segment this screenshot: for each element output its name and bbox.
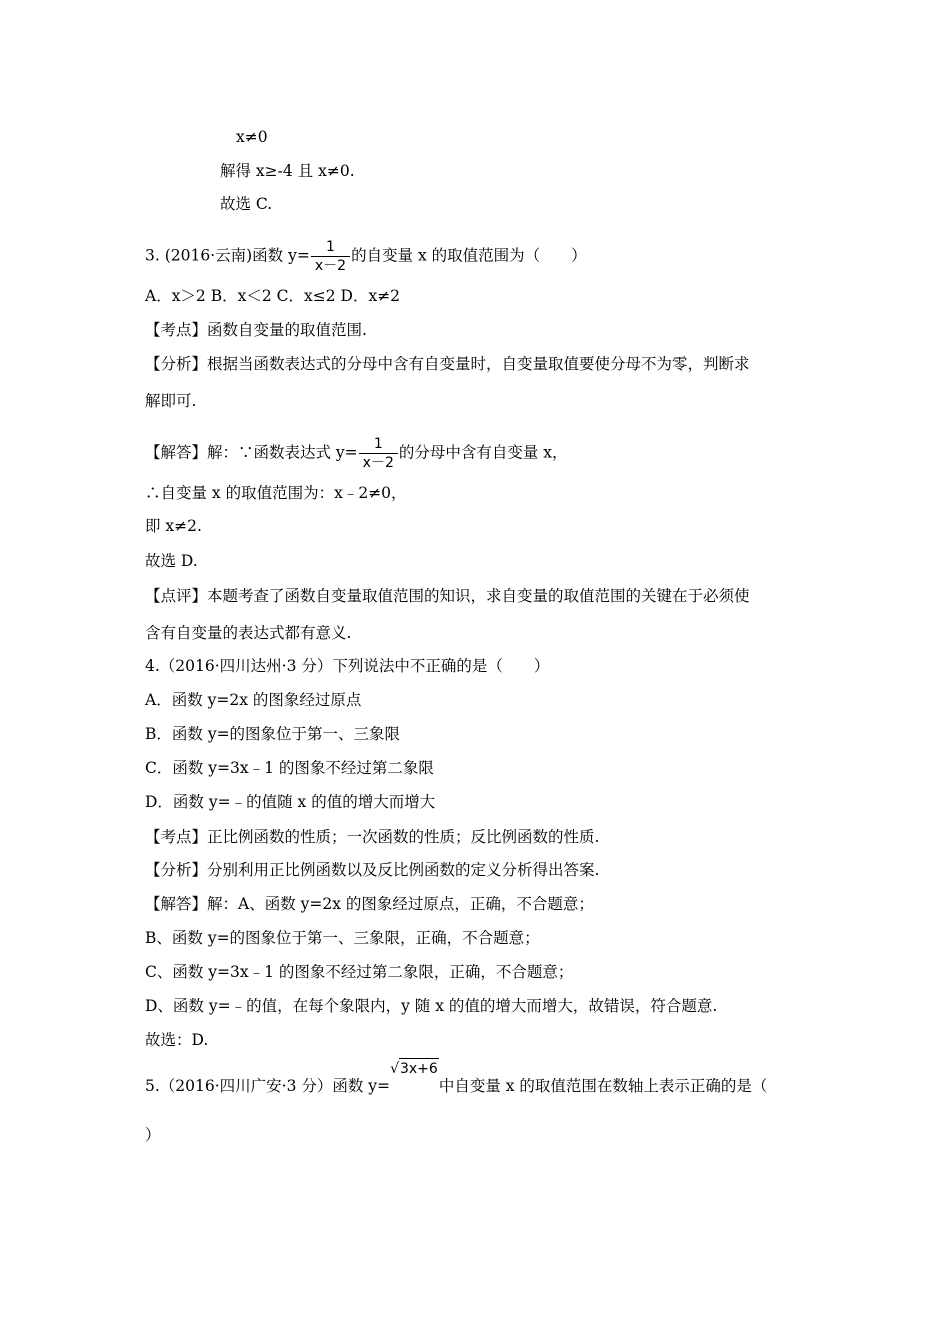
question-4: 4.（2016·四川达州·3 分）下列说法中不正确的是（ ）: [145, 657, 550, 675]
radicand: 3x+6: [399, 1058, 439, 1079]
text-line: ）: [145, 1126, 161, 1144]
text-line: x≠0: [236, 128, 268, 146]
question-3-prefix: 3. (2016·云南)函数 y=: [145, 246, 310, 265]
text-line: ∴自变量 x 的取值范围为：x﹣2≠0，: [145, 484, 407, 502]
fraction: [359, 435, 398, 472]
fraction-denominator: x－2: [359, 453, 398, 472]
kaodian-line: 【考点】正比例函数的性质；一次函数的性质；反比例函数的性质.: [145, 828, 600, 846]
text-line: 解得 x≥-4 且 x≠0.: [220, 162, 355, 180]
text-line: 即 x≠2.: [145, 517, 202, 535]
jieda-line: 【解答】解：A、函数 y=2x 的图象经过原点，正确，不合题意；: [145, 895, 594, 913]
dianping-line: 含有自变量的表达式都有意义.: [145, 624, 352, 642]
fenxi-line: 【分析】分别利用正比例函数以及反比例函数的定义分析得出答案.: [145, 861, 600, 879]
radical-sign-icon: √: [390, 1061, 399, 1077]
question-5: [145, 1061, 768, 1097]
text-line: 故选：D.: [145, 1031, 209, 1049]
dianping-line: 【点评】本题考查了函数自变量取值范围的知识，求自变量的取值范围的关键在于必须使: [145, 587, 750, 605]
fraction-numerator: 1: [326, 239, 335, 255]
fraction: [311, 238, 350, 275]
kaodian-line: 【考点】函数自变量的取值范围.: [145, 321, 367, 339]
square-root: [390, 1058, 439, 1079]
text-line: 故选 C.: [220, 195, 273, 213]
fraction-denominator: x－2: [311, 256, 350, 275]
question-3-suffix: 的自变量 x 的取值范围为（ ）: [351, 246, 587, 265]
question-3: [145, 238, 587, 275]
option-b: B．函数 y=的图象位于第一、三象限: [145, 725, 401, 743]
option-a: A．函数 y=2x 的图象经过原点: [145, 691, 362, 709]
option-c: C．函数 y=3x﹣1 的图象不经过第二象限: [145, 759, 434, 777]
jieda-line: [145, 435, 568, 472]
text-line: 故选 D.: [145, 552, 198, 570]
fenxi-line: 解即可.: [145, 392, 197, 410]
jieda-prefix: 【解答】解：∵函数表达式 y=: [145, 443, 358, 462]
question-3-options: A．x＞2 B．x＜2 C．x≤2 D．x≠2: [145, 287, 401, 305]
fraction-numerator: 1: [373, 436, 383, 452]
fenxi-line: 【分析】根据当函数表达式的分母中含有自变量时，自变量取值要使分母不为零，判断求: [145, 355, 750, 373]
question-5-suffix: 中自变量 x 的取值范围在数轴上表示正确的是（: [438, 1077, 768, 1095]
jieda-suffix: 的分母中含有自变量 x，: [398, 443, 568, 462]
question-5-prefix: 5.（2016·四川广安·3 分）函数 y=: [145, 1077, 391, 1095]
text-line: C、函数 y=3x﹣1 的图象不经过第二象限，正确，不合题意；: [145, 963, 574, 981]
text-line: D、函数 y=﹣的值，在每个象限内，y 随 x 的值的增大而增大，故错误，符合题意.: [145, 997, 718, 1015]
text-line: B、函数 y=的图象位于第一、三象限，正确，不合题意；: [145, 929, 540, 947]
option-d: D．函数 y=﹣的值随 x 的值的增大而增大: [145, 793, 436, 811]
